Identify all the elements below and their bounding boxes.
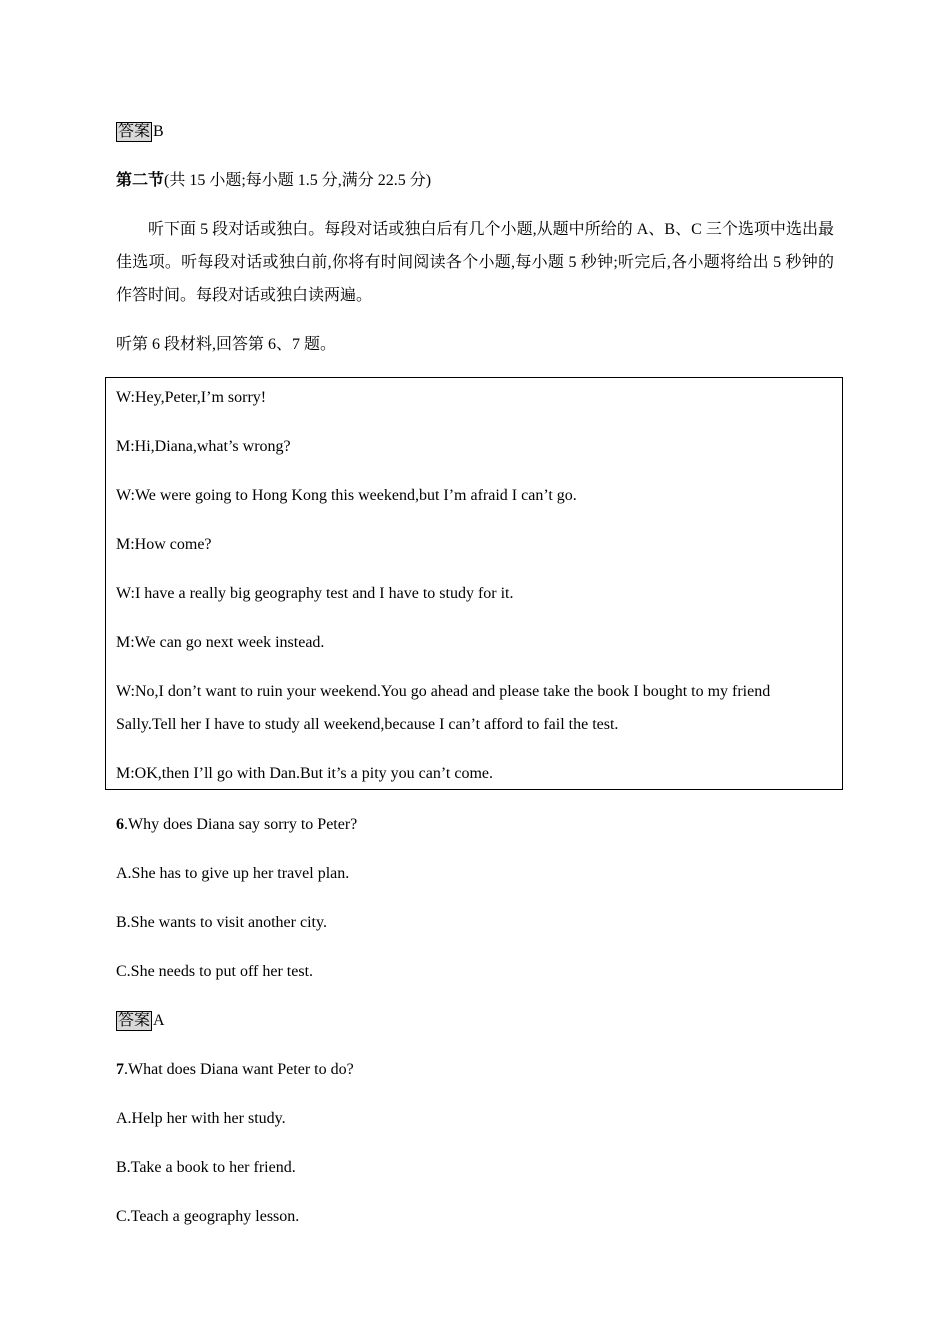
option-a: A.She has to give up her travel plan. [116, 865, 350, 882]
section-title: 第二节 [116, 172, 165, 189]
option-c: C.She needs to put off her test. [116, 963, 314, 980]
dialog-line: W:We were going to Hong Kong this weekend,but I’m afraid I can’t go. [116, 487, 577, 504]
option-a: A.Help her with her study. [116, 1110, 286, 1127]
section-heading [116, 171, 431, 191]
question-7 [116, 1060, 354, 1080]
answer-row-5 [116, 122, 164, 142]
instructions-paragraph: 听下面 5 段对话或独白。每段对话或独白后有几个小题,从题中所给的 A、B、C 三个选项中选出最佳选项。听每段对话或独白前,你将有时间阅读各个小题,每小题 5 秒钟;听完后,各小题将给出 5 秒钟的作答时间。每段对话或独白读两遍。 [116, 221, 834, 304]
option-b: B.Take a book to her friend. [116, 1159, 296, 1176]
dialog-line: M:How come? [116, 536, 212, 553]
dialog-transcript-box [105, 377, 843, 790]
question-6 [116, 815, 357, 835]
section-note: (共 15 小题;每小题 1.5 分,满分 22.5 分) [164, 172, 432, 189]
question-number: 7 [116, 1061, 124, 1078]
dialog-line: M:Hi,Diana,what’s wrong? [116, 438, 291, 455]
dialog-line: W:Hey,Peter,I’m sorry! [116, 389, 267, 406]
option-c: C.Teach a geography lesson. [116, 1208, 300, 1225]
answer-value: B [153, 123, 164, 140]
answer-badge: 答案 [118, 1012, 151, 1029]
dialog-line: M:We can go next week instead. [116, 634, 325, 651]
dialog-line: W:I have a really big geography test and I have to study for it. [116, 585, 514, 602]
question-text: .Why does Diana say sorry to Peter? [124, 816, 358, 833]
answer-value: A [153, 1012, 165, 1029]
question-text: .What does Diana want Peter to do? [124, 1061, 354, 1078]
answer-row-6 [116, 1011, 165, 1031]
dialog-line: W:No,I don’t want to ruin your weekend.You go ahead and please take the book I bought to my friend Sally.Tell her I have to study all weekend,because I can’t afford to fail the test. [116, 683, 771, 733]
option-b: B.She wants to visit another city. [116, 914, 327, 931]
material-intro: 听第 6 段材料,回答第 6、7 题。 [116, 336, 337, 353]
dialog-line: M:OK,then I’ll go with Dan.But it’s a pity you can’t come. [116, 765, 493, 782]
question-number: 6 [116, 816, 124, 833]
answer-badge: 答案 [118, 123, 151, 140]
